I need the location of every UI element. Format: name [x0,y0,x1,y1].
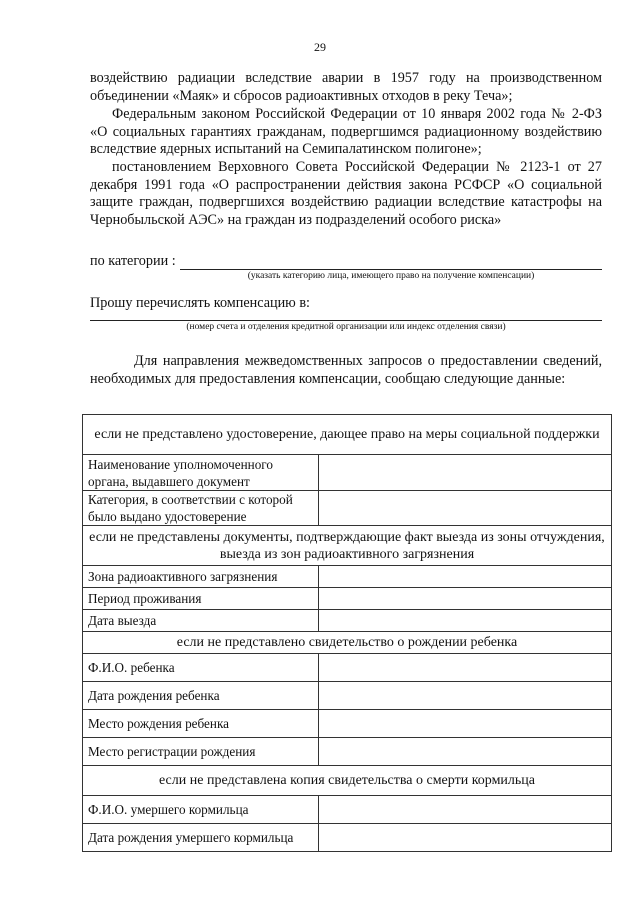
row-value-cell[interactable] [319,738,612,766]
row-value-cell[interactable] [319,610,612,632]
table-row [83,654,612,682]
payment-input-line[interactable] [90,320,602,321]
intro-paragraph-2: Федеральным законом Российской Федерации от 10 января 2002 года № 2-ФЗ «О социальных гарантиях гражданам, подвергшимся радиационному воздействию вследствие ядерных испытаний на Семипалатинском полигоне»; [90,106,602,158]
table-row [83,566,612,588]
section-header-certificate [83,415,612,455]
row-value-cell[interactable] [319,654,612,682]
section-header: если не представлена копия свидетельства о смерти кормильца [83,766,612,796]
section-header: если не представлены документы, подтверждающие факт выезда из зоны отчуждения, выезда из зон радиоактивного загрязнения [83,526,612,566]
category-input-line[interactable] [180,269,602,270]
row-label: Ф.И.О. ребенка [83,654,319,682]
row-label: Дата выезда [83,610,319,632]
row-label: Зона радиоактивного загрязнения [83,566,319,588]
payment-label: Прошу перечислять компенсацию в: [90,295,310,311]
row-label: Ф.И.О. умершего кормильца [83,796,319,824]
data-table [82,414,612,852]
row-label: Место рождения ребенка [83,710,319,738]
row-label: Период проживания [83,588,319,610]
row-label: Место регистрации рождения [83,738,319,766]
row-value-cell[interactable] [319,682,612,710]
section-header: если не представлено свидетельство о рождении ребенка [83,632,612,654]
intro-paragraph-3: постановлением Верховного Совета Российской Федерации № 2123-1 от 27 декабря 1991 года «О распространении действия закона РСФСР «О социальной защите граждан, подвергшихся воздействию радиации вследствие катастрофы на Чернобыльской АЭС» на граждан из подразделений особого риска» [90,159,602,229]
table-row [83,491,612,526]
table-row [83,588,612,610]
row-label: Дата рождения умершего кормильца [83,824,319,852]
intro-paragraph-1: воздействию радиации вследствие аварии в 1957 году на производственном объединении «Маяк» и сбросов радиоактивных отходов в реку Теча»; [90,70,602,104]
row-value-cell[interactable] [319,710,612,738]
section-header-death [83,766,612,796]
table-row [83,610,612,632]
table-row [83,796,612,824]
category-hint: (указать категорию лица, имеющего право на получение компенсации) [247,271,535,281]
category-label: по категории : [90,253,176,269]
section-header-birth [83,632,612,654]
request-paragraph: Для направления межведомственных запросов о предоставлении сведений, необходимых для предоставления компенсации, сообщаю следующие данные: [90,353,602,387]
row-value-cell[interactable] [319,566,612,588]
row-value-cell[interactable] [319,796,612,824]
row-value-cell[interactable] [319,491,612,526]
payment-hint: (номер счета и отделения кредитной организации или индекс отделения связи) [186,322,506,332]
table-row [83,682,612,710]
section-header-evacuation [83,526,612,566]
table-row [83,738,612,766]
table-row [83,824,612,852]
row-label: Категория, в соответствии с которой было выдано удостоверение [83,491,319,526]
section-header: если не представлено удостоверение, дающее право на меры социальной поддержки [83,415,612,455]
row-value-cell[interactable] [319,455,612,491]
row-label: Дата рождения ребенка [83,682,319,710]
row-label: Наименование уполномоченного органа, выдавшего документ [83,455,319,491]
row-value-cell[interactable] [319,588,612,610]
row-value-cell[interactable] [319,824,612,852]
table-row [83,710,612,738]
page-number: 29 [314,40,326,54]
table-row [83,455,612,491]
